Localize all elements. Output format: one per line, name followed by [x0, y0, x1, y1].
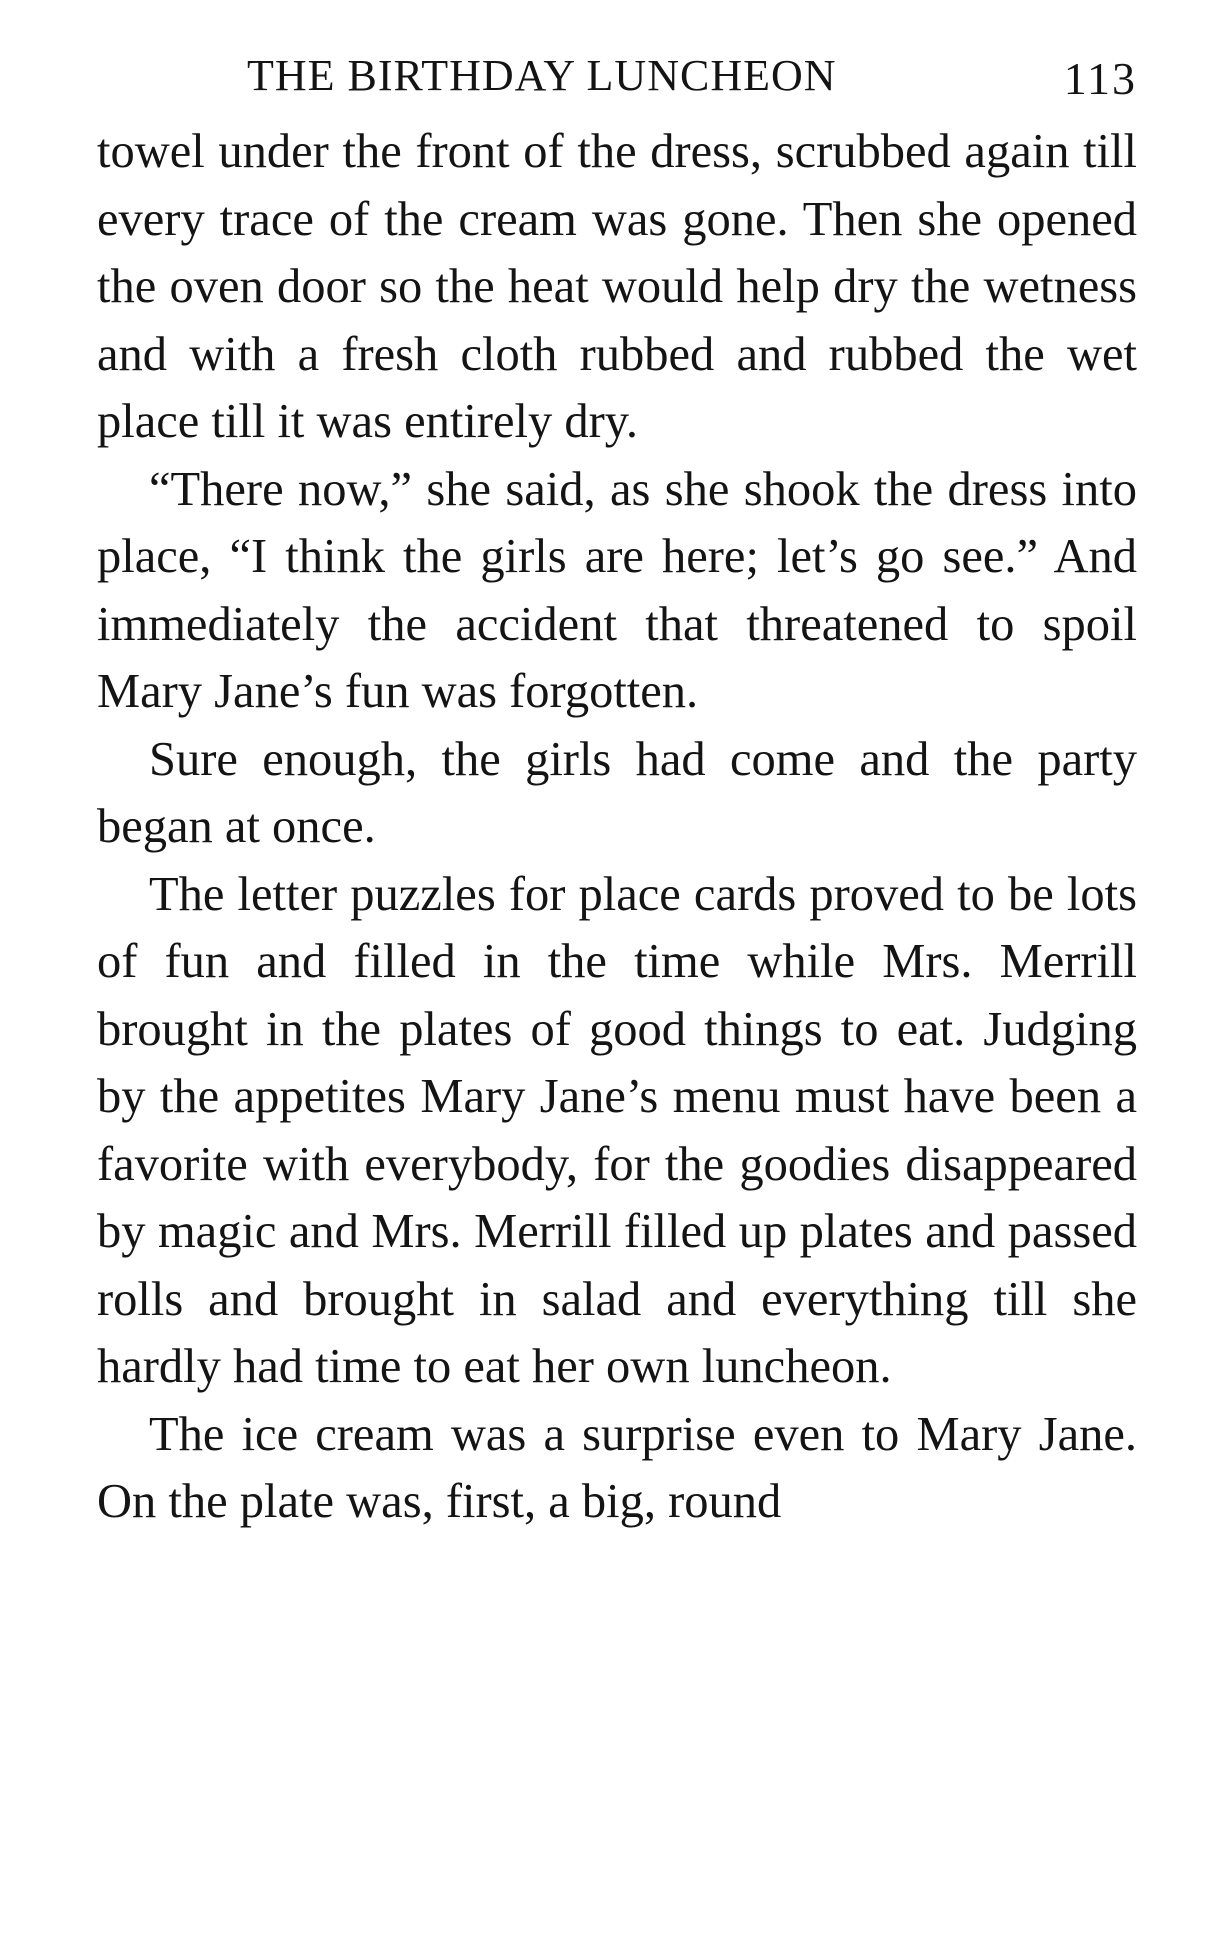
- paragraph: The ice cream was a surprise even to Mary Jane. On the plate was, first, a big, round: [97, 1407, 1137, 1528]
- paragraph: Sure enough, the girls had come and the party began at once.: [97, 732, 1137, 853]
- book-page: [97, 40, 1137, 1536]
- body-text: [97, 118, 1137, 1536]
- running-title: THE BIRTHDAY LUNCHEON: [247, 51, 837, 100]
- paragraph: The letter puzzles for place cards proved to be lots of fun and filled in the time while Mrs. Merrill brought in the plates of good things to eat. Judging by the appetites Mary Jane’s menu must have been a favorite with everybody, for the goodies disappeared by magic and Mrs. Merrill filled up plates and passed rolls and brought in salad and everything till she hardly had time to eat her own luncheon.: [97, 867, 1137, 1393]
- paragraph: “There now,” she said, as she shook the dress into place, “I think the girls are here; let’s go see.” And immediately the accident that threatened to spoil Mary Jane’s fun was forgotten.: [97, 462, 1137, 718]
- page-number: 113: [1063, 53, 1137, 104]
- running-header: [97, 40, 1137, 118]
- paragraph-continuation: towel under the front of the dress, scrubbed again till every trace of the cream was gone. Then she opened the oven door so the heat would help dry the wetness and with a fresh cloth rubbed and rubbed the wet place till it was entirely dry.: [97, 125, 1137, 448]
